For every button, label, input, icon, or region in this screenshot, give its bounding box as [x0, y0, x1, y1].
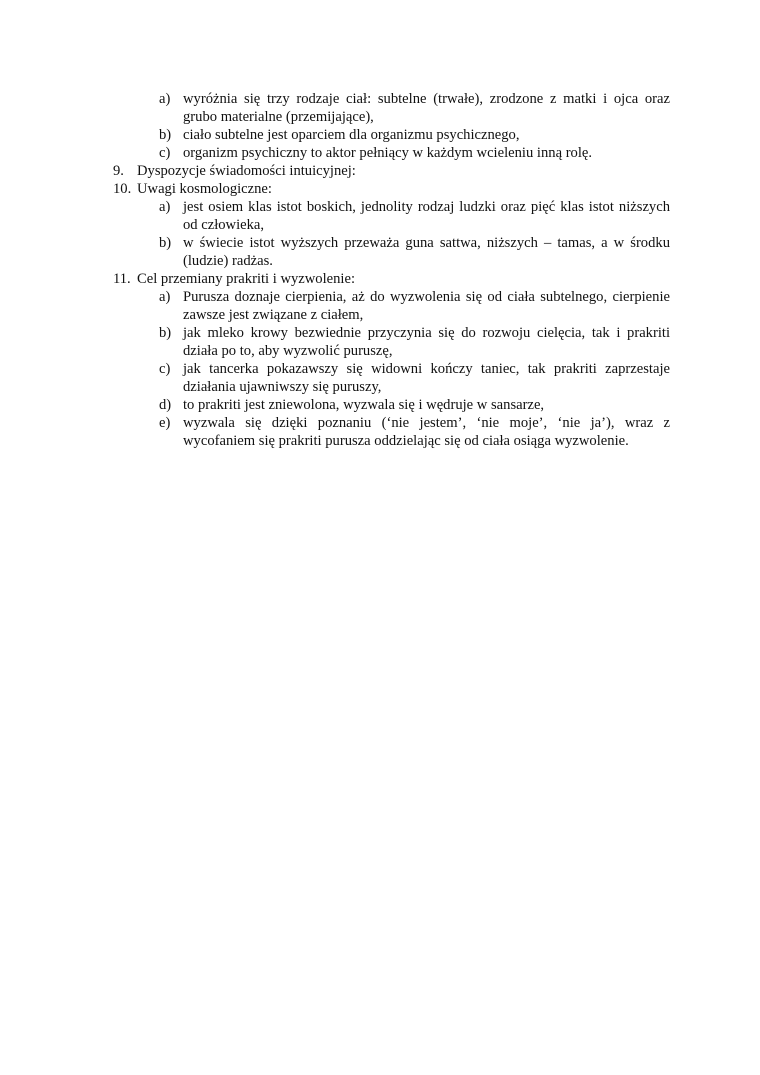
list-marker: a) — [159, 91, 171, 107]
list-item-text: ciało subtelne jest oparciem dla organizmu psychicznego, — [183, 127, 520, 143]
list-item-text: Cel przemiany prakriti i wyzwolenie: — [137, 271, 356, 287]
list-item-text: to prakriti jest zniewolona, wyzwala się i wędruje w sansarze, — [183, 397, 545, 413]
document-body — [113, 90, 670, 450]
list-number: 10. — [113, 181, 132, 197]
list-item-text: Uwagi kosmologiczne: — [137, 181, 272, 197]
list-item-8a — [113, 90, 670, 126]
list-item-text: wyróżnia się trzy rodzaje ciał: subtelne (trwałe), zrodzone z matki i ojca oraz grubo materialne (przemijające), — [183, 91, 670, 125]
list-marker: b) — [159, 325, 172, 341]
list-marker: e) — [159, 415, 171, 431]
list-marker: c) — [159, 361, 171, 377]
list-marker: a) — [159, 289, 171, 305]
list-item-text: Purusza doznaje cierpienia, aż do wyzwolenia się od ciała subtelnego, cierpienie zawsze jest związane z ciałem, — [183, 289, 670, 323]
list-number: 11. — [113, 271, 131, 287]
list-marker: b) — [159, 235, 172, 251]
list-item-text: organizm psychiczny to aktor pełniący w każdym wcieleniu inną rolę. — [183, 145, 593, 161]
list-item-11d — [113, 396, 670, 414]
list-marker: a) — [159, 199, 171, 215]
list-item-text: w świecie istot wyższych przeważa guna sattwa, niższych – tamas, a w środku (ludzie) radżas. — [183, 235, 670, 269]
list-marker: d) — [159, 397, 172, 413]
list-marker: b) — [159, 127, 172, 143]
list-item-text: Dyspozycje świadomości intuicyjnej: — [137, 163, 356, 179]
list-item-10a — [113, 198, 670, 234]
list-item-9 — [113, 162, 670, 180]
list-marker: c) — [159, 145, 171, 161]
list-item-text: jest osiem klas istot boskich, jednolity rodzaj ludzki oraz pięć klas istot niższych od człowieka, — [183, 199, 670, 233]
list-item-text: wyzwala się dzięki poznaniu (‘nie jestem’, ‘nie moje’, ‘nie ja’), wraz z wycofaniem się prakriti purusza oddzielając się od ciała osiąga wyzwolenie. — [183, 415, 670, 449]
list-item-8c — [113, 144, 670, 162]
list-item-10b — [113, 234, 670, 270]
list-item-10 — [113, 180, 670, 198]
list-item-11c — [113, 360, 670, 396]
list-item-text: jak tancerka pokazawszy się widowni kończy taniec, tak prakriti zaprzestaje działania ujawniwszy się puruszy, — [183, 361, 670, 395]
list-item-11b — [113, 324, 670, 360]
list-item-text: jak mleko krowy bezwiednie przyczynia się do rozwoju cielęcia, tak i prakriti działa po to, aby wyzwolić puruszę, — [183, 325, 670, 359]
list-item-8b — [113, 126, 670, 144]
list-item-11e — [113, 414, 670, 450]
list-item-11 — [113, 270, 670, 288]
list-item-11a — [113, 288, 670, 324]
list-number: 9. — [113, 163, 124, 179]
